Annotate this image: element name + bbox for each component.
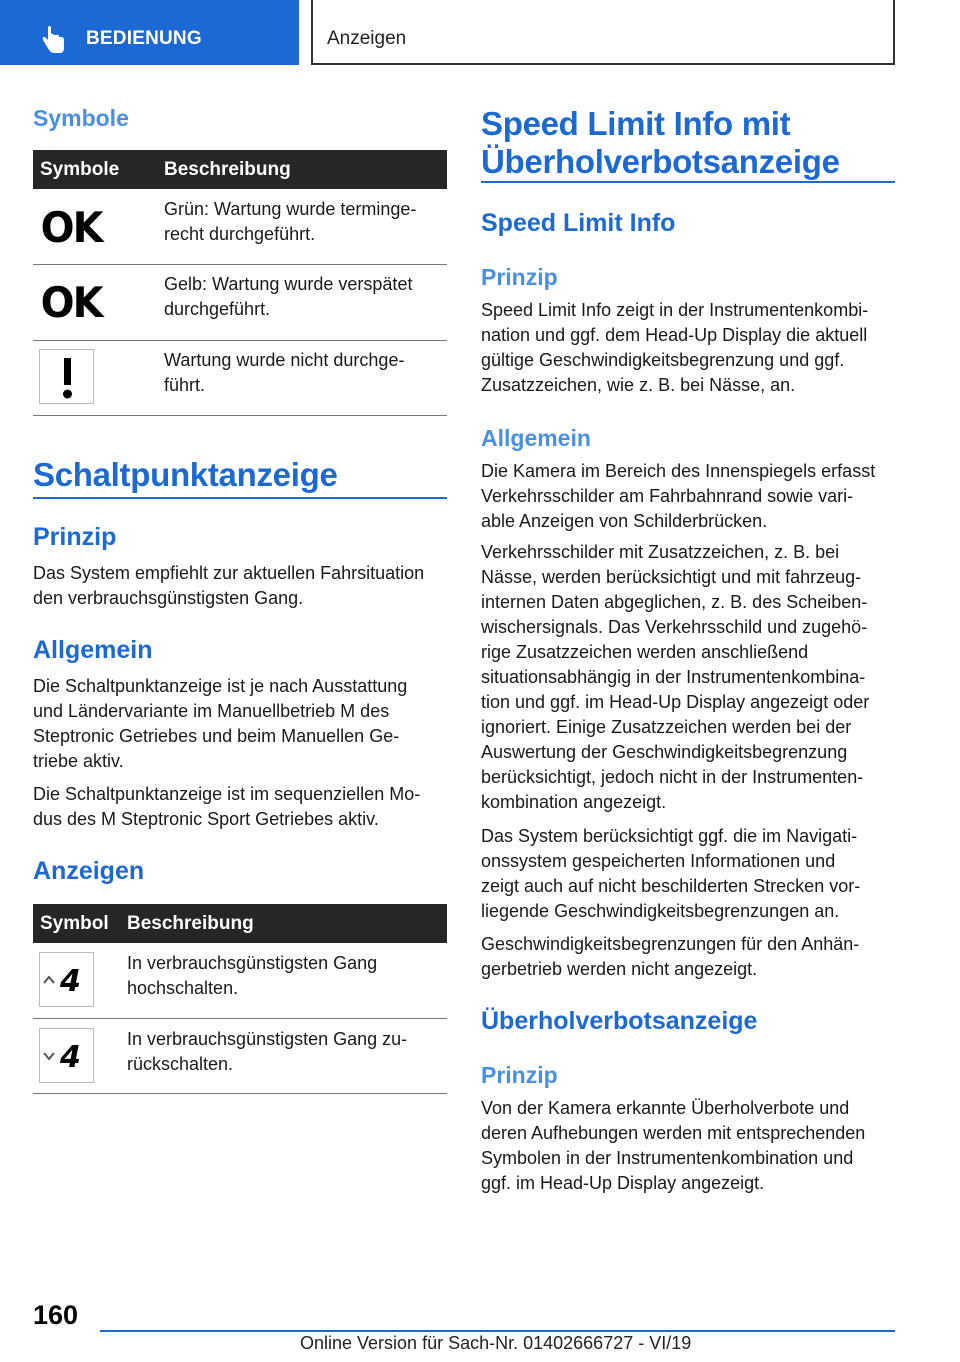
table1-header-col2: Beschreibung xyxy=(164,159,291,180)
sli-allgemein-p1: Die Kamera im Bereich des Innenspiegels erfasst Verkehrsschilder am Fahrbahnrand sowie vari- able Anzeigen von Schilderbrücken. xyxy=(481,461,876,531)
row-divider xyxy=(33,340,447,341)
sli-heading: Speed Limit Info xyxy=(481,209,676,237)
table2-header-col2: Beschreibung xyxy=(127,913,254,934)
allgemein-text-1: Die Schaltpunktanzeige ist je nach Ausstattung und Ländervariante im Manuellbetrieb M des Steptronic Getriebes und beim Manuellen Ge- triebe aktiv. xyxy=(33,676,408,771)
sli-prinzip-heading: Prinzip xyxy=(481,264,558,290)
svg-text:4: 4 xyxy=(60,964,81,999)
ok-yellow-icon: OK xyxy=(40,278,102,327)
anzeigen-heading: Anzeigen xyxy=(33,857,145,885)
heading-rule xyxy=(481,181,895,183)
exclamation-icon xyxy=(39,349,94,404)
section-header xyxy=(311,0,895,65)
allgemein-text-2: Die Schaltpunktanzeige ist im sequenziellen Mo- dus des M Steptronic Sport Getriebes aktiv. xyxy=(33,784,421,829)
allgemein-heading: Allgemein xyxy=(33,636,153,664)
footer-rule xyxy=(100,1330,895,1332)
table1-row3-desc: Wartung wurde nicht durchge- führt. xyxy=(164,350,405,395)
table2-header-col1: Symbol xyxy=(40,913,109,934)
prinzip-text: Das System empfiehlt zur aktuellen Fahrsituation den verbrauchsgünstigsten Gang. xyxy=(33,563,425,608)
symbole-heading: Symbole xyxy=(33,105,129,131)
sli-allgemein-heading: Allgemein xyxy=(481,425,591,451)
chapter-tab[interactable] xyxy=(0,0,299,65)
row-divider xyxy=(33,1018,447,1019)
shift-down-icon xyxy=(39,1028,94,1083)
ueberhol-heading: Überholverbotsanzeige xyxy=(481,1007,758,1035)
footer-online-version: Online Version für Sach-Nr. 01402666727 - VI/19 xyxy=(300,1333,692,1353)
schaltpunkt-heading: Schaltpunktanzeige xyxy=(33,456,338,493)
sli-allgemein-p3: Das System berücksichtigt ggf. die im Navigati- onssystem gespeicherten Informationen und zeigt auch auf nicht beschilderten Strecken vor- liegende Geschwindigkeitsbegrenzungen an. xyxy=(481,826,861,921)
chapter-tab-label: BEDIENUNG xyxy=(86,28,202,49)
row-divider xyxy=(33,415,447,416)
sli-prinzip-text: Speed Limit Info zeigt in der Instrumentenkombi- nation und ggf. dem Head-Up Display die aktuell gültige Geschwindigkeitsbegrenzung und ggf. Zusatzzeichen, wie z. B. bei Nässe, an. xyxy=(481,300,869,395)
table1-row1-desc: Grün: Wartung wurde terminge- recht durchgeführt. xyxy=(164,199,417,244)
table2-row2-desc: In verbrauchsgünstigsten Gang zu- rückschalten. xyxy=(127,1029,408,1074)
shift-up-icon xyxy=(39,952,94,1007)
prinzip-heading: Prinzip xyxy=(33,523,117,551)
ueberhol-prinzip-text: Von der Kamera erkannte Überholverbote und deren Aufhebungen werden mit entsprechenden Symbolen in der Instrumentenkombination und ggf. im Head-Up Display angezeigt. xyxy=(481,1098,866,1193)
heading-rule xyxy=(33,497,447,499)
hand-pointer-icon xyxy=(40,26,66,54)
row-divider xyxy=(33,1093,447,1094)
table2-header xyxy=(33,904,447,943)
ueberhol-prinzip-heading: Prinzip xyxy=(481,1062,558,1088)
section-label: Anzeigen xyxy=(327,28,407,49)
page-number: 160 xyxy=(33,1300,79,1330)
speed-limit-main-heading: Speed Limit Info mit Überholverbotsanzeige xyxy=(481,105,840,180)
table1-row2-desc: Gelb: Wartung wurde verspätet durchgeführt. xyxy=(164,274,413,319)
sli-allgemein-p4: Geschwindigkeitsbegrenzungen für den Anhän- gerbetrieb werden nicht angezeigt. xyxy=(481,934,860,979)
table1-header xyxy=(33,150,447,189)
table1-header-col1: Symbole xyxy=(40,159,120,180)
row-divider xyxy=(33,264,447,265)
table2-row1-desc: In verbrauchsgünstigsten Gang hochschalten. xyxy=(127,953,378,998)
ok-green-icon: OK xyxy=(40,203,102,252)
svg-text:4: 4 xyxy=(60,1040,81,1075)
sli-allgemein-p2: Verkehrsschilder mit Zusatzzeichen, z. B. bei Nässe, werden berücksichtigt und mit fahrzeug- internen Daten abgeglichen, z. B. des Scheiben- wischersignals. Das Verkehrsschild und zugehö- rige Zusatzzeichen werden anschließend situationsabhängig in der Instrumentenkombina- tion und ggf. im Head-Up Display angezeigt oder ignoriert. Einige Zusatzzeichen werden bei der Auswertung der Geschwindigkeitsbegrenzung berücksichtigt, jedoch nicht in der Instrumenten- kombination angezeigt. xyxy=(481,542,870,812)
